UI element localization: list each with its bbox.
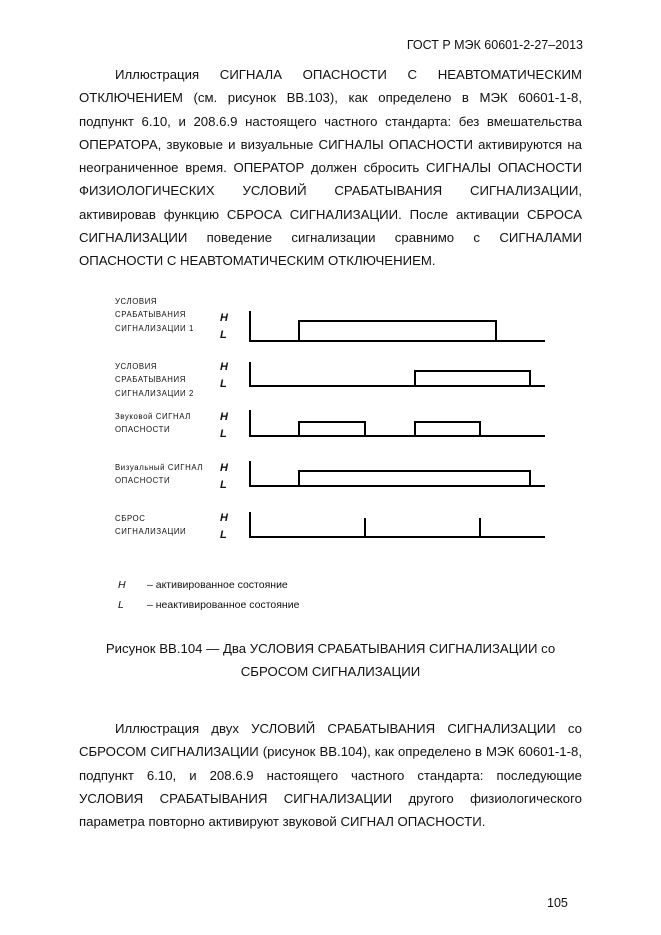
signal-2-l-label: L (220, 378, 227, 390)
signal-2-label: УСЛОВИЯ СРАБАТЫВАНИЯ СИГНАЛИЗАЦИИ 2 (115, 362, 194, 398)
timing-diagram-svg (0, 285, 661, 615)
signal-1-axis (250, 311, 545, 341)
signal-4-trace (250, 471, 530, 486)
signal-5-l-label: L (220, 529, 227, 541)
signal-1-label: УСЛОВИЯ СРАБАТЫВАНИЯ СИГНАЛИЗАЦИИ 1 (115, 297, 194, 333)
intro-paragraph-text: Иллюстрация СИГНАЛА ОПАСНОСТИ С НЕАВТОМАТИЧЕСКИМ ОТКЛЮЧЕНИЕМ (см. рисунок ВВ.103), как определено в МЭК 60601-1-8, подпункт 6.10, и 208.6.9 настоящего частного стандарта: без вмешательства ОПЕРАТОРА, звуковые и визуальные СИГНАЛЫ ОПАСНОСТИ активируются на неограниченное время. ОПЕРАТОР должен сбросить СИГНАЛЫ ОПАСНОСТИ ФИЗИОЛОГИЧЕСКИХ УСЛОВИЙ СРАБАТЫВАНИЯ СИГНАЛИЗАЦИИ, активировав функцию СБРОСА СИГНАЛИЗАЦИИ. После активации СБРОСА СИГНАЛИЗАЦИИ поведение сигнализации сравнимо с СИГНАЛАМИ ОПАСНОСТИ С НЕАВТОМАТИЧЕСКИМ ОТКЛЮЧЕНИЕМ. (79, 67, 582, 269)
signal-4-label: Визуальный СИГНАЛ ОПАСНОСТИ (115, 463, 204, 486)
signal-2-axis (250, 362, 545, 386)
legend-key-l: L (118, 599, 124, 611)
signal-3-trace (250, 422, 480, 436)
signal-1-l-label: L (220, 329, 227, 341)
figure-caption-line-1: Рисунок ВВ.104 — Два УСЛОВИЯ СРАБАТЫВАНИЯ СИГНАЛИЗАЦИИ со (105, 641, 556, 656)
legend-key-h: H (118, 579, 126, 591)
signal-4-axis (250, 461, 545, 486)
signal-3-l-label: L (220, 428, 227, 440)
timing-diagram (0, 285, 661, 615)
closing-paragraph-text: Иллюстрация двух УСЛОВИЙ СРАБАТЫВАНИЯ СИГНАЛИЗАЦИИ со СБРОСОМ СИГНАЛИЗАЦИИ (рисунок ВВ.104), как определено в МЭК 60601-1-8, подпункт 6.10, и 208.6.9 настоящего частного стандарта: последующие УСЛОВИЯ СРАБАТЫВАНИЯ СИГНАЛИЗАЦИИ другого физиологического параметра повторно активируют звуковой СИГНАЛ ОПАСНОСТИ. (79, 721, 582, 830)
page-number: 105 (547, 896, 568, 910)
figure-caption-line-2: СБРОСОМ СИГНАЛИЗАЦИИ (240, 664, 421, 679)
signal-5-axis (250, 512, 545, 537)
legend-desc-l: – неактивированное состояние (147, 599, 300, 611)
legend-desc-h: – активированное состояние (147, 579, 288, 591)
signal-3-h-label: H (220, 411, 228, 423)
closing-paragraph (79, 717, 582, 833)
signal-3-label: Звуковой СИГНАЛ ОПАСНОСТИ (115, 412, 191, 435)
signal-2-trace (250, 371, 530, 386)
signal-5-label: СБРОС СИГНАЛИЗАЦИИ (115, 514, 187, 537)
intro-paragraph (79, 63, 582, 273)
signal-3-axis (250, 410, 545, 436)
signal-5-h-label: H (220, 512, 228, 524)
signal-4-l-label: L (220, 479, 227, 491)
signal-2-h-label: H (220, 361, 228, 373)
signal-4-h-label: H (220, 462, 228, 474)
signal-1-trace (250, 321, 496, 341)
signal-1-h-label: H (220, 312, 228, 324)
document-header: ГОСТ Р МЭК 60601-2-27–2013 (406, 38, 583, 52)
